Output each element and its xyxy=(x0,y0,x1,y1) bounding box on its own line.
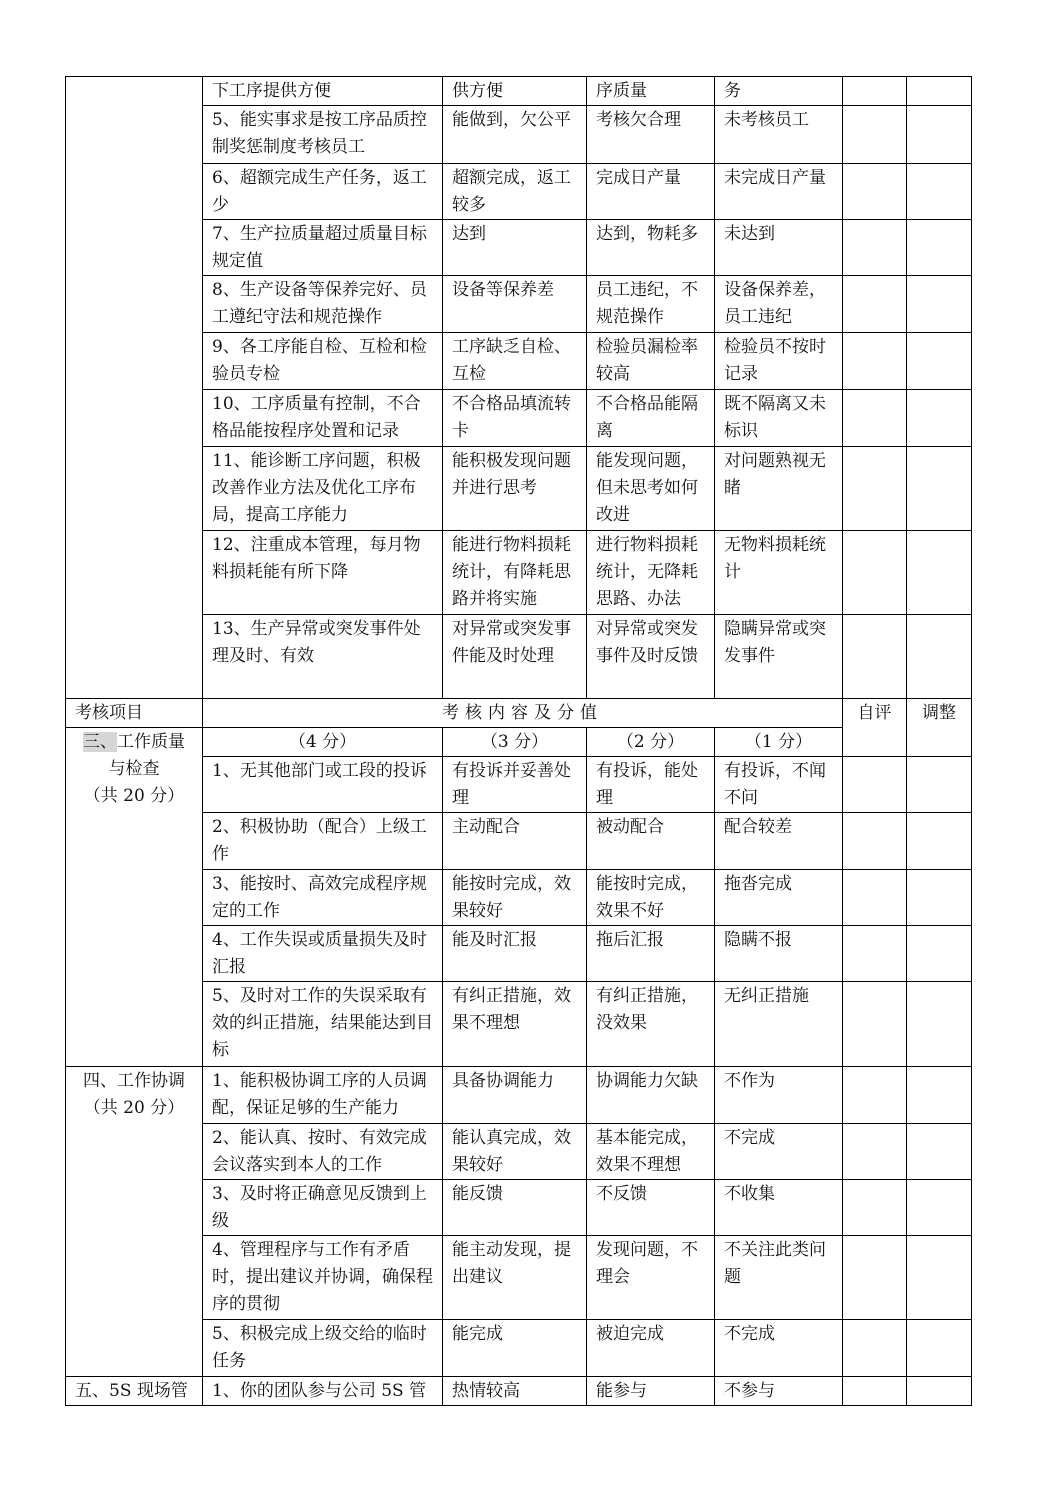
score-2-cell: 隐瞒不报 xyxy=(715,926,843,982)
score-4-cell: 能进行物料损耗统计，有降耗思路并将实施 xyxy=(443,531,587,615)
adjust-cell[interactable] xyxy=(907,77,972,106)
score-3-cell: 序质量 xyxy=(587,77,715,106)
score-header-row xyxy=(66,728,972,757)
score-3-cell: 发现问题，不理会 xyxy=(587,1236,715,1320)
self-eval-header: 自评 xyxy=(843,699,907,757)
adjust-cell[interactable] xyxy=(907,164,972,220)
score-3-cell: 基本能完成，效果不理想 xyxy=(587,1124,715,1180)
score-4-cell: 有投诉并妥善处理 xyxy=(443,757,587,813)
table-row xyxy=(66,1067,972,1124)
section-5-title: 五、5S 现场管 xyxy=(66,1377,203,1406)
self-eval-cell[interactable] xyxy=(843,77,907,106)
score-4-cell: 能完成 xyxy=(443,1320,587,1377)
score-2-cell: 无物料损耗统计 xyxy=(715,531,843,615)
score-2-cell: 检验员不按时记录 xyxy=(715,333,843,390)
score-4-cell: 达到 xyxy=(443,220,587,276)
score-4-cell: 超额完成，返工较多 xyxy=(443,164,587,220)
self-eval-cell[interactable] xyxy=(843,276,907,333)
score-3-cell: 不反馈 xyxy=(587,1180,715,1236)
score-4-cell: 热情较高 xyxy=(443,1377,587,1406)
criteria-cell: 11、能诊断工序问题，积极改善作业方法及优化工序布局，提高工序能力 xyxy=(203,447,443,531)
score-3-cell: 协调能力欠缺 xyxy=(587,1067,715,1124)
score-4-cell: 不合格品填流转卡 xyxy=(443,390,587,447)
score-2-cell: 无纠正措施 xyxy=(715,982,843,1067)
evaluation-table xyxy=(65,76,972,1406)
score-3-cell: 能按时完成，效果不好 xyxy=(587,870,715,926)
score-3-cell: 不合格品能隔离 xyxy=(587,390,715,447)
criteria-cell: 6、超额完成生产任务，返工少 xyxy=(203,164,443,220)
criteria-cell: 5、积极完成上级交给的临时任务 xyxy=(203,1320,443,1377)
score-2-cell: 既不隔离又未标识 xyxy=(715,390,843,447)
adjust-cell[interactable] xyxy=(907,1236,972,1320)
score-4-cell: 工序缺乏自检、互检 xyxy=(443,333,587,390)
score-4-cell: 设备等保养差 xyxy=(443,276,587,333)
score-2-cell: 不参与 xyxy=(715,1377,843,1406)
score-2-cell: 未考核员工 xyxy=(715,106,843,164)
score-3-header: （3 分） xyxy=(443,728,587,757)
score-3-cell: 达到，物耗多 xyxy=(587,220,715,276)
adjust-cell[interactable] xyxy=(907,276,972,333)
adjust-cell[interactable] xyxy=(907,757,972,813)
criteria-cell: 下工序提供方便 xyxy=(203,77,443,106)
criteria-cell: 1、能积极协调工序的人员调配，保证足够的生产能力 xyxy=(203,1067,443,1124)
score-2-cell: 不关注此类问题 xyxy=(715,1236,843,1320)
adjust-cell[interactable] xyxy=(907,447,972,531)
score-2-cell: 不作为 xyxy=(715,1067,843,1124)
score-3-cell: 考核欠合理 xyxy=(587,106,715,164)
score-3-cell: 能发现问题，但未思考如何改进 xyxy=(587,447,715,531)
score-2-cell: 有投诉，不闻不问 xyxy=(715,757,843,813)
project-header: 考核项目 xyxy=(66,699,203,728)
score-4-cell: 供方便 xyxy=(443,77,587,106)
self-eval-cell[interactable] xyxy=(843,106,907,164)
score-3-cell: 拖后汇报 xyxy=(587,926,715,982)
self-eval-cell[interactable] xyxy=(843,813,907,870)
header-row xyxy=(66,699,972,728)
self-eval-cell[interactable] xyxy=(843,531,907,615)
score-4-cell: 有纠正措施，效果不理想 xyxy=(443,982,587,1067)
criteria-cell: 4、管理程序与工作有矛盾时，提出建议并协调，确保程序的贯彻 xyxy=(203,1236,443,1320)
criteria-cell: 5、能实事求是按工序品质控制奖惩制度考核员工 xyxy=(203,106,443,164)
self-eval-cell[interactable] xyxy=(843,615,907,699)
self-eval-cell[interactable] xyxy=(843,333,907,390)
score-2-cell: 隐瞒异常或突发事件 xyxy=(715,615,843,699)
criteria-cell: 9、各工序能自检、互检和检验员专检 xyxy=(203,333,443,390)
self-eval-cell[interactable] xyxy=(843,757,907,813)
self-eval-cell[interactable] xyxy=(843,1320,907,1377)
adjust-cell[interactable] xyxy=(907,1377,972,1406)
criteria-cell: 7、生产拉质量超过质量目标规定值 xyxy=(203,220,443,276)
criteria-cell: 3、及时将正确意见反馈到上级 xyxy=(203,1180,443,1236)
content-header: 考核内容及分值 xyxy=(203,699,843,728)
adjust-cell[interactable] xyxy=(907,615,972,699)
self-eval-cell[interactable] xyxy=(843,390,907,447)
score-2-cell: 设备保养差，员工违纪 xyxy=(715,276,843,333)
criteria-cell: 10、工序质量有控制，不合格品能按程序处置和记录 xyxy=(203,390,443,447)
score-4-cell: 主动配合 xyxy=(443,813,587,870)
score-3-cell: 对异常或突发事件及时反馈 xyxy=(587,615,715,699)
criteria-cell: 3、能按时、高效完成程序规定的工作 xyxy=(203,870,443,926)
score-4-cell: 能积极发现问题并进行思考 xyxy=(443,447,587,531)
adjust-cell[interactable] xyxy=(907,982,972,1067)
score-2-cell: 配合较差 xyxy=(715,813,843,870)
score-2-header: （2 分） xyxy=(587,728,715,757)
score-2-cell: 未完成日产量 xyxy=(715,164,843,220)
score-2-cell: 不完成 xyxy=(715,1124,843,1180)
adjust-cell[interactable] xyxy=(907,870,972,926)
adjust-cell[interactable] xyxy=(907,390,972,447)
adjust-cell[interactable] xyxy=(907,1124,972,1180)
self-eval-cell[interactable] xyxy=(843,926,907,982)
criteria-cell: 1、你的团队参与公司 5S 管 xyxy=(203,1377,443,1406)
criteria-cell: 12、注重成本管理，每月物料损耗能有所下降 xyxy=(203,531,443,615)
score-2-cell: 务 xyxy=(715,77,843,106)
criteria-cell: 4、工作失误或质量损失及时汇报 xyxy=(203,926,443,982)
self-eval-cell[interactable] xyxy=(843,870,907,926)
self-eval-cell[interactable] xyxy=(843,447,907,531)
section-3-number: 三、 xyxy=(83,732,117,752)
score-2-cell: 不收集 xyxy=(715,1180,843,1236)
criteria-cell: 5、及时对工作的失误采取有效的纠正措施，结果能达到目标 xyxy=(203,982,443,1067)
adjust-cell[interactable] xyxy=(907,531,972,615)
table-row xyxy=(66,77,972,106)
score-3-cell: 完成日产量 xyxy=(587,164,715,220)
score-4-header: （4 分） xyxy=(203,728,443,757)
score-4-cell: 能反馈 xyxy=(443,1180,587,1236)
adjust-cell[interactable] xyxy=(907,1067,972,1124)
score-3-cell: 有纠正措施，没效果 xyxy=(587,982,715,1067)
adjust-cell[interactable] xyxy=(907,106,972,164)
score-4-cell: 能按时完成，效果较好 xyxy=(443,870,587,926)
adjust-cell[interactable] xyxy=(907,333,972,390)
table-row xyxy=(66,1377,972,1406)
criteria-cell: 13、生产异常或突发事件处理及时、有效 xyxy=(203,615,443,699)
score-1-header: （1 分） xyxy=(715,728,843,757)
score-3-cell: 有投诉，能处理 xyxy=(587,757,715,813)
self-eval-cell[interactable] xyxy=(843,982,907,1067)
self-eval-cell[interactable] xyxy=(843,1377,907,1406)
adjust-cell[interactable] xyxy=(907,1180,972,1236)
score-3-cell: 被动配合 xyxy=(587,813,715,870)
score-4-cell: 能及时汇报 xyxy=(443,926,587,982)
self-eval-cell[interactable] xyxy=(843,1180,907,1236)
criteria-cell: 8、生产设备等保养完好、员工遵纪守法和规范操作 xyxy=(203,276,443,333)
section-4-title: 四、工作协调 （共 20 分） xyxy=(66,1067,203,1377)
score-2-cell: 对问题熟视无睹 xyxy=(715,447,843,531)
score-4-cell: 对异常或突发事件能及时处理 xyxy=(443,615,587,699)
self-eval-cell[interactable] xyxy=(843,220,907,276)
criteria-cell: 1、无其他部门或工段的投诉 xyxy=(203,757,443,813)
criteria-cell: 2、积极协助（配合）上级工作 xyxy=(203,813,443,870)
score-3-cell: 检验员漏检率较高 xyxy=(587,333,715,390)
score-2-cell: 未达到 xyxy=(715,220,843,276)
self-eval-cell[interactable] xyxy=(843,1067,907,1124)
score-3-cell: 能参与 xyxy=(587,1377,715,1406)
score-3-cell: 员工违纪，不规范操作 xyxy=(587,276,715,333)
adjust-header: 调整 xyxy=(907,699,972,757)
score-4-cell: 能主动发现，提出建议 xyxy=(443,1236,587,1320)
self-eval-cell[interactable] xyxy=(843,1124,907,1180)
score-3-cell: 进行物料损耗统计，无降耗思路、办法 xyxy=(587,531,715,615)
adjust-cell[interactable] xyxy=(907,813,972,870)
adjust-cell[interactable] xyxy=(907,1320,972,1377)
self-eval-cell[interactable] xyxy=(843,164,907,220)
section-3-title: 三、工作质量 与检查 （共 20 分） xyxy=(66,728,203,1067)
score-2-cell: 不完成 xyxy=(715,1320,843,1377)
adjust-cell[interactable] xyxy=(907,220,972,276)
adjust-cell[interactable] xyxy=(907,926,972,982)
self-eval-cell[interactable] xyxy=(843,1236,907,1320)
score-4-cell: 具备协调能力 xyxy=(443,1067,587,1124)
score-4-cell: 能做到，欠公平 xyxy=(443,106,587,164)
criteria-cell: 2、能认真、按时、有效完成会议落实到本人的工作 xyxy=(203,1124,443,1180)
project-cell-continued xyxy=(66,77,203,699)
score-4-cell: 能认真完成，效果较好 xyxy=(443,1124,587,1180)
score-3-cell: 被迫完成 xyxy=(587,1320,715,1377)
score-2-cell: 拖沓完成 xyxy=(715,870,843,926)
